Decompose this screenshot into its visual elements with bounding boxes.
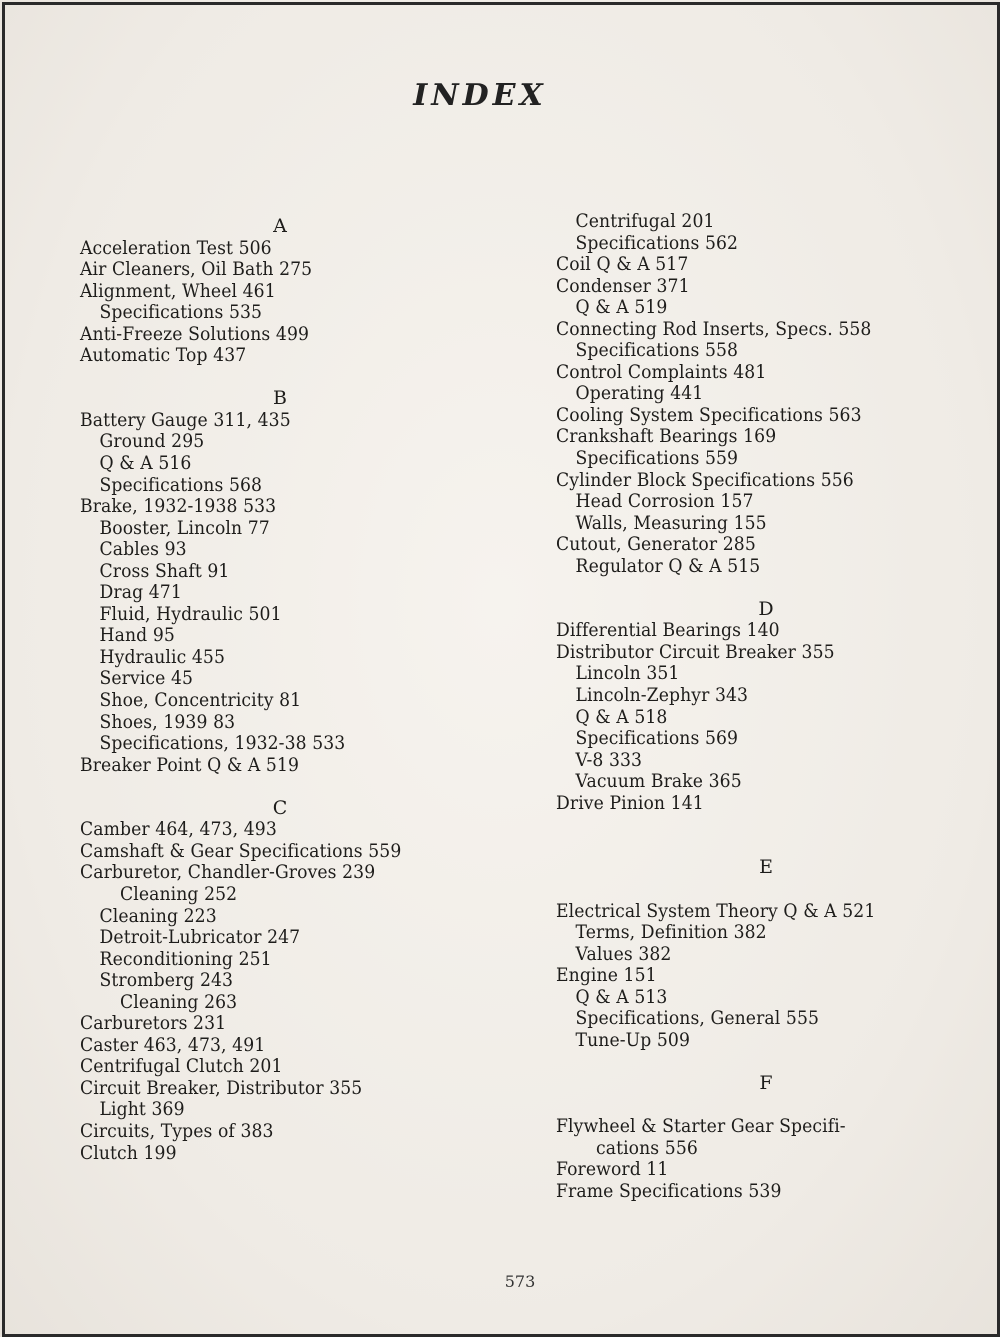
section-gap <box>556 814 976 836</box>
index-entry: Differential Bearings 140 <box>556 620 780 642</box>
index-entry: Acceleration Test 506 <box>80 237 272 259</box>
index-entry: Automatic Top 437 <box>80 345 247 367</box>
index-subentry: Hydraulic 455 <box>99 646 225 668</box>
index-entry: Carburetors 231 <box>80 1013 227 1035</box>
page-title: INDEX <box>413 78 547 113</box>
index-entry: Circuits, Types of 383 <box>80 1120 274 1142</box>
index-entry: Carburetor, Chandler-Groves 239 <box>80 862 376 884</box>
index-entry: Connecting Rod Inserts, Specs. 558 <box>556 318 872 340</box>
index-entry: Camshaft & Gear Specifications 559 <box>80 840 402 862</box>
index-entry: Air Cleaners, Oil Bath 275 <box>80 259 313 281</box>
index-subentry: Walls, Measuring 155 <box>575 512 767 534</box>
index-entry: Clutch 199 <box>80 1142 177 1164</box>
section-letter: F <box>759 1071 773 1094</box>
index-subentry: Shoe, Concentricity 81 <box>99 690 302 712</box>
index-entry: Alignment, Wheel 461 <box>80 280 276 302</box>
index-subentry: Regulator Q & A 515 <box>575 555 761 577</box>
index-subentry: Hand 95 <box>99 625 175 647</box>
index-subentry: Specifications, General 555 <box>575 1008 820 1030</box>
index-subentry: Reconditioning 251 <box>99 948 272 970</box>
left-column <box>80 216 480 1164</box>
section-letter: C <box>272 796 288 819</box>
index-subentry: Cleaning 252 <box>119 883 238 905</box>
index-subentry: Shoes, 1939 83 <box>99 711 236 733</box>
section-letter: E <box>759 856 773 879</box>
section-gap <box>556 1051 976 1073</box>
index-subentry: Terms, Definition 382 <box>575 922 767 944</box>
index-entry: Cooling System Specifications 563 <box>556 404 862 426</box>
index-subentry: Specifications 535 <box>99 302 263 324</box>
section-gap <box>556 879 976 901</box>
index-subentry: Specifications 569 <box>575 728 739 750</box>
index-subentry: Values 382 <box>575 943 672 965</box>
index-subentry: Vacuum Brake 365 <box>575 771 742 793</box>
index-entry: Camber 464, 473, 493 <box>80 819 277 841</box>
index-subentry: Detroit-Lubricator 247 <box>99 927 301 949</box>
index-entry: Battery Gauge 311, 435 <box>80 409 291 431</box>
index-entry: Caster 463, 473, 491 <box>80 1034 266 1056</box>
index-entry: Engine 151 <box>556 965 657 987</box>
index-entry: Electrical System Theory Q & A 521 <box>556 900 876 922</box>
index-subentry: Specifications 568 <box>99 474 263 496</box>
index-subentry: Lincoln-Zephyr 343 <box>575 685 749 707</box>
index-subentry: Drag 471 <box>99 582 182 604</box>
index-entry: Brake, 1932-1938 533 <box>80 496 277 518</box>
index-subentry: Operating 441 <box>575 383 704 405</box>
index-entry: Distributor Circuit Breaker 355 <box>556 641 835 663</box>
index-subentry: Stromberg 243 <box>99 970 234 992</box>
section-letter: B <box>273 387 287 410</box>
index-subentry: Ground 295 <box>99 431 205 453</box>
index-entry: Control Complaints 481 <box>556 361 767 383</box>
index-entry: Coil Q & A 517 <box>556 254 689 276</box>
index-subentry: Q & A 516 <box>99 453 192 475</box>
index-entry: Frame Specifications 539 <box>556 1180 782 1202</box>
index-subentry: Light 369 <box>99 1099 185 1121</box>
index-subentry: Cleaning 263 <box>119 991 238 1013</box>
index-subentry: Service 45 <box>99 668 194 690</box>
index-entry: Cylinder Block Specifications 556 <box>556 469 854 491</box>
index-subentry: Specifications 562 <box>575 232 739 254</box>
right-column <box>556 211 976 1202</box>
index-subentry: Q & A 518 <box>575 706 668 728</box>
index-subentry: Cleaning 223 <box>99 905 217 927</box>
section-gap <box>80 776 480 798</box>
index-subentry: Specifications, 1932-38 533 <box>99 733 346 755</box>
section-gap <box>556 577 976 599</box>
section-letter: D <box>758 597 774 620</box>
section-gap <box>556 1094 976 1116</box>
page-number: 573 <box>504 1272 536 1291</box>
index-subentry: Lincoln 351 <box>575 663 680 685</box>
section-gap <box>556 836 976 858</box>
index-subentry: Tune-Up 509 <box>575 1029 691 1051</box>
index-subentry: Head Corrosion 157 <box>575 491 754 513</box>
index-entry: Foreword 11 <box>556 1159 669 1181</box>
index-entry: Drive Pinion 141 <box>556 792 704 814</box>
index-subentry: Specifications 558 <box>575 340 739 362</box>
index-entry: Flywheel & Starter Gear Specifi- <box>556 1115 846 1137</box>
index-entry: Anti-Freeze Solutions 499 <box>80 323 310 345</box>
index-subentry: Centrifugal 201 <box>575 211 715 232</box>
index-subentry: Specifications 559 <box>575 448 739 470</box>
index-subentry: Fluid, Hydraulic 501 <box>99 603 282 625</box>
index-entry: Breaker Point Q & A 519 <box>80 754 300 776</box>
index-subentry: V-8 333 <box>575 749 643 771</box>
index-entry: Centrifugal Clutch 201 <box>80 1056 283 1078</box>
index-subentry: cations 556 <box>595 1137 698 1159</box>
index-entry: Condenser 371 <box>556 275 690 297</box>
index-subentry: Q & A 519 <box>575 297 668 319</box>
section-gap <box>80 367 480 389</box>
index-entry: Circuit Breaker, Distributor 355 <box>80 1077 363 1099</box>
index-subentry: Q & A 513 <box>575 986 668 1008</box>
section-letter: A <box>273 215 287 237</box>
index-entry: Cutout, Generator 285 <box>556 534 756 556</box>
index-subentry: Cables 93 <box>99 539 187 561</box>
index-subentry: Cross Shaft 91 <box>99 560 230 582</box>
index-subentry: Booster, Lincoln 77 <box>99 517 270 539</box>
index-entry: Crankshaft Bearings 169 <box>556 426 777 448</box>
